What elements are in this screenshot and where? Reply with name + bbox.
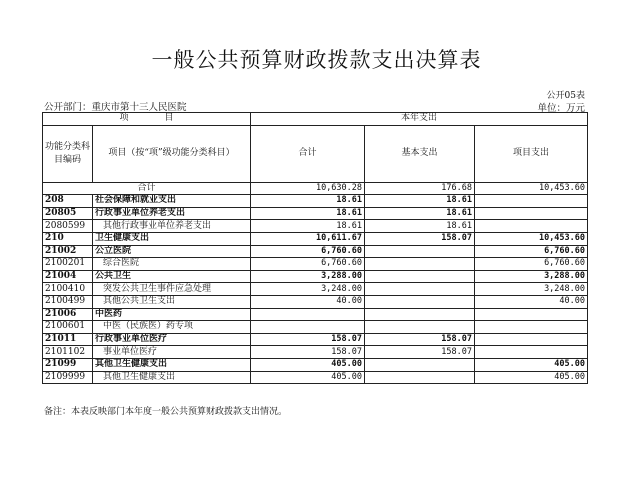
row-name: 其他公共卫生支出 — [93, 295, 251, 308]
row-basic: 158.07 — [365, 232, 475, 245]
row-total — [251, 321, 365, 334]
row-project — [475, 220, 588, 233]
row-total: 6,760.60 — [251, 258, 365, 271]
row-project: 6,760.60 — [475, 258, 588, 271]
row-code: 2100410 — [43, 283, 93, 296]
row-total: 40.00 — [251, 295, 365, 308]
table-row — [43, 371, 588, 384]
table-row — [43, 232, 588, 245]
row-project: 405.00 — [475, 358, 588, 371]
row-total: 158.07 — [251, 333, 365, 346]
row-code: 2080599 — [43, 220, 93, 233]
header-name: 项目（按“项”级功能分类科目） — [93, 125, 251, 182]
row-name: 中医药 — [93, 308, 251, 321]
row-code: 20805 — [43, 207, 93, 220]
total-basic: 176.68 — [365, 182, 475, 195]
row-project — [475, 333, 588, 346]
row-project — [475, 321, 588, 334]
table-row — [43, 321, 588, 334]
table-row — [43, 195, 588, 208]
row-total: 18.61 — [251, 207, 365, 220]
header-basic: 基本支出 — [365, 125, 475, 182]
form-number: 公开05表 — [546, 91, 585, 101]
header-project: 项目支出 — [475, 125, 588, 182]
row-basic: 18.61 — [365, 220, 475, 233]
row-total: 158.07 — [251, 346, 365, 359]
total-label: 合计 — [43, 182, 251, 195]
row-code: 21011 — [43, 333, 93, 346]
table-row — [43, 308, 588, 321]
row-total: 405.00 — [251, 371, 365, 384]
row-total: 18.61 — [251, 195, 365, 208]
table-row — [43, 283, 588, 296]
row-project — [475, 207, 588, 220]
row-name: 卫生健康支出 — [93, 232, 251, 245]
table-row — [43, 220, 588, 233]
row-total: 10,611.67 — [251, 232, 365, 245]
row-basic — [365, 270, 475, 283]
row-name: 事业单位医疗 — [93, 346, 251, 359]
row-basic — [365, 258, 475, 271]
table-row — [43, 245, 588, 258]
unit-label: 单位：万元 — [537, 103, 585, 114]
row-code: 21002 — [43, 245, 93, 258]
total-project: 10,453.60 — [475, 182, 588, 195]
department-label: 公开部门：重庆市第十三人民医院 — [44, 102, 187, 113]
row-basic — [365, 321, 475, 334]
total-row — [43, 182, 588, 195]
row-code: 2100201 — [43, 258, 93, 271]
row-total — [251, 308, 365, 321]
row-name: 公立医院 — [93, 245, 251, 258]
row-total: 3,288.00 — [251, 270, 365, 283]
row-name: 行政事业单位养老支出 — [93, 207, 251, 220]
row-basic — [365, 283, 475, 296]
row-name: 其他行政事业单位养老支出 — [93, 220, 251, 233]
header-code: 功能分类科目编码 — [43, 125, 93, 182]
row-basic — [365, 358, 475, 371]
header-current-year: 本年支出 — [251, 113, 588, 126]
row-basic — [365, 245, 475, 258]
row-code: 210 — [43, 232, 93, 245]
row-basic — [365, 308, 475, 321]
row-name: 综合医院 — [93, 258, 251, 271]
row-basic: 18.61 — [365, 195, 475, 208]
row-name: 社会保障和就业支出 — [93, 195, 251, 208]
row-total: 18.61 — [251, 220, 365, 233]
row-name: 中医（民族医）药专项 — [93, 321, 251, 334]
row-project — [475, 308, 588, 321]
row-project: 10,453.60 — [475, 232, 588, 245]
row-project: 405.00 — [475, 371, 588, 384]
table-row — [43, 295, 588, 308]
row-project: 3,248.00 — [475, 283, 588, 296]
row-name: 其他卫生健康支出 — [93, 371, 251, 384]
row-code: 2101102 — [43, 346, 93, 359]
row-project — [475, 346, 588, 359]
row-code: 2100601 — [43, 321, 93, 334]
total-amount: 10,630.28 — [251, 182, 365, 195]
row-basic — [365, 295, 475, 308]
row-total: 6,760.60 — [251, 245, 365, 258]
row-total: 405.00 — [251, 358, 365, 371]
expenditure-table — [42, 112, 588, 384]
row-name: 公共卫生 — [93, 270, 251, 283]
row-basic: 158.07 — [365, 346, 475, 359]
row-project: 40.00 — [475, 295, 588, 308]
footnote: 备注：本表反映部门本年度一般公共预算财政拨款支出情况。 — [44, 407, 288, 417]
row-basic — [365, 371, 475, 384]
header-total: 合计 — [251, 125, 365, 182]
row-code: 208 — [43, 195, 93, 208]
row-name: 其他卫生健康支出 — [93, 358, 251, 371]
row-basic: 18.61 — [365, 207, 475, 220]
row-project — [475, 195, 588, 208]
row-name: 突发公共卫生事件应急处理 — [93, 283, 251, 296]
page-title: 一般公共预算财政拨款支出决算表 — [151, 48, 482, 72]
header-item: 项 目 — [43, 113, 251, 126]
row-code: 2100499 — [43, 295, 93, 308]
table-row — [43, 270, 588, 283]
row-basic: 158.07 — [365, 333, 475, 346]
row-total: 3,248.00 — [251, 283, 365, 296]
row-code: 21006 — [43, 308, 93, 321]
table-row — [43, 207, 588, 220]
row-code: 21004 — [43, 270, 93, 283]
table-row — [43, 346, 588, 359]
table-row — [43, 258, 588, 271]
table-row — [43, 358, 588, 371]
row-project: 3,288.00 — [475, 270, 588, 283]
row-code: 2109999 — [43, 371, 93, 384]
table-row — [43, 333, 588, 346]
row-code: 21099 — [43, 358, 93, 371]
row-project: 6,760.60 — [475, 245, 588, 258]
row-name: 行政事业单位医疗 — [93, 333, 251, 346]
